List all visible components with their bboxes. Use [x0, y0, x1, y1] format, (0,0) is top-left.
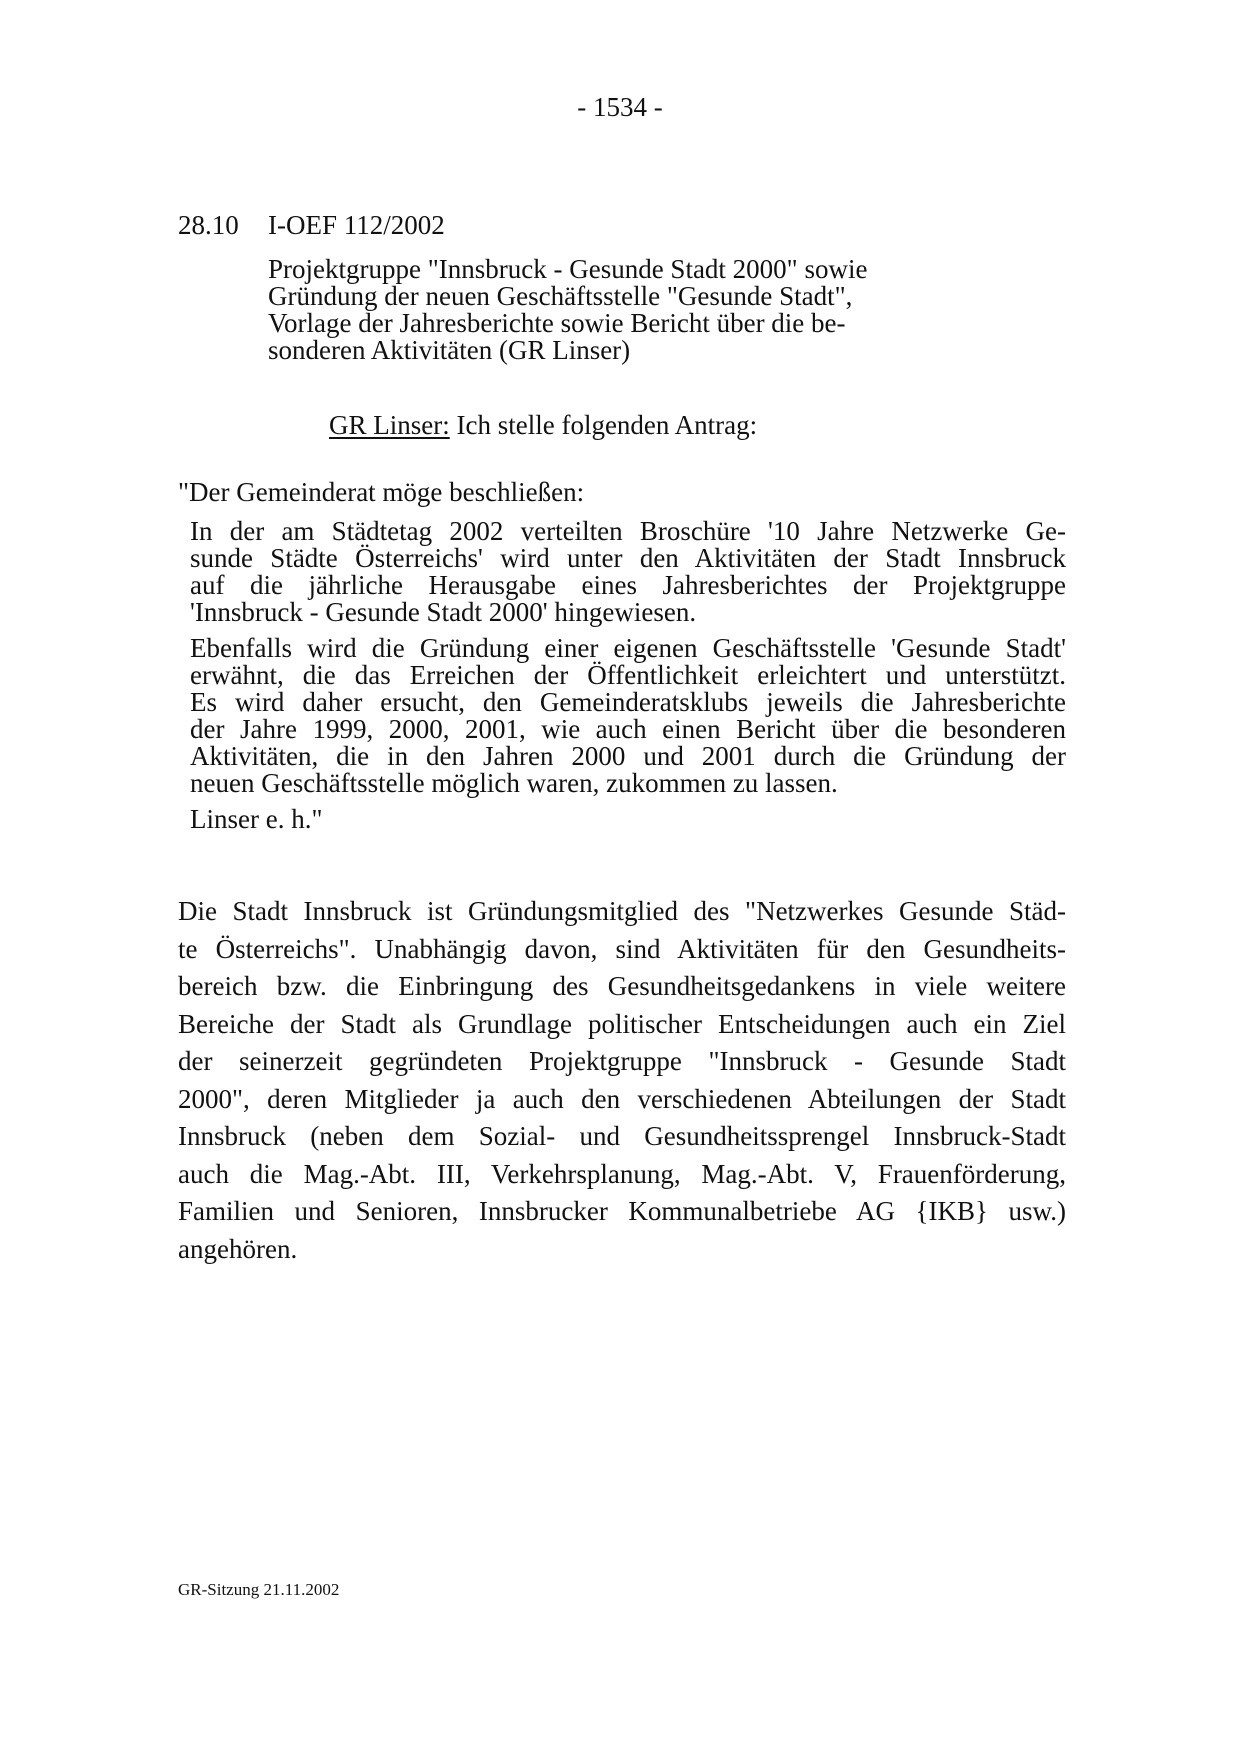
answer-line: bereich bzw. die Einbringung des Gesundheitsgedankens in viele weitere	[178, 971, 1066, 1001]
motion-speaker: GR Linser:	[329, 410, 450, 440]
agenda-item-title	[268, 256, 928, 364]
answer-paragraph	[178, 893, 1066, 1268]
motion-paragraph-2	[190, 635, 1066, 797]
motion-signature: Linser e. h."	[190, 804, 323, 834]
footer-session-date: GR-Sitzung 21.11.2002	[178, 1580, 340, 1599]
paragraph-line: Es wird daher ersucht, den Gemeinderatsklubs jeweils die Jahresberichte	[190, 687, 1066, 717]
paragraph-line: Aktivitäten, die in den Jahren 2000 und 2001 durch die Gründung der	[190, 741, 1066, 771]
answer-line: auch die Mag.-Abt. III, Verkehrsplanung, Mag.-Abt. V, Frauenförderung,	[178, 1158, 1066, 1189]
motion-paragraph-1	[190, 518, 1066, 626]
title-line: Gründung der neuen Geschäftsstelle "Gesunde Stadt",	[268, 281, 853, 311]
motion-intro	[329, 410, 757, 441]
agenda-item-number: 28.10	[178, 210, 239, 240]
answer-line: te Österreichs". Unabhängig davon, sind Aktivitäten für den Gesundheits-	[178, 933, 1066, 964]
motion-quote-opening: "Der Gemeinderat möge beschließen:	[178, 477, 585, 507]
answer-line: Innsbruck (neben dem Sozial- und Gesundheitssprengel Innsbruck-Stadt	[178, 1121, 1066, 1151]
paragraph-line: Ebenfalls wird die Gründung einer eigenen Geschäftsstelle 'Gesunde Stadt'	[190, 633, 1066, 663]
answer-line: Familien und Senioren, Innsbrucker Kommunalbetriebe AG {IKB} usw.)	[178, 1196, 1066, 1226]
paragraph-line: 'Innsbruck - Gesunde Stadt 2000' hingewiesen.	[190, 597, 697, 627]
paragraph-line: der Jahre 1999, 2000, 2001, wie auch einen Bericht über die besonderen	[190, 714, 1066, 744]
agenda-item-header	[178, 210, 445, 241]
title-line: Vorlage der Jahresberichte sowie Bericht über die be-	[268, 308, 846, 338]
agenda-item-reference: I-OEF 112/2002	[268, 210, 445, 240]
answer-line: der seinerzeit gegründeten Projektgruppe "Innsbruck - Gesunde Stadt	[178, 1046, 1066, 1076]
paragraph-line: neuen Geschäftsstelle möglich waren, zukommen zu lassen.	[190, 768, 838, 798]
paragraph-line: auf die jährliche Herausgabe eines Jahresberichtes der Projektgruppe	[190, 570, 1066, 600]
paragraph-line: In der am Städtetag 2002 verteilten Broschüre '10 Jahre Netzwerke Ge-	[190, 516, 1066, 546]
paragraph-line: sunde Städte Österreichs' wird unter den Aktivitäten der Stadt Innsbruck	[190, 543, 1066, 573]
answer-line: Bereiche der Stadt als Grundlage politischer Entscheidungen auch ein Ziel	[178, 1008, 1066, 1039]
paragraph-line: erwähnt, die das Erreichen der Öffentlichkeit erleichtert und unterstützt.	[190, 660, 1066, 690]
title-line: sonderen Aktivitäten (GR Linser)	[268, 335, 631, 365]
title-line: Projektgruppe "Innsbruck - Gesunde Stadt 2000" sowie	[268, 254, 868, 284]
motion-intro-text: Ich stelle folgenden Antrag:	[449, 410, 758, 440]
page-number: - 1534 -	[577, 92, 663, 122]
answer-line: Die Stadt Innsbruck ist Gründungsmitglied des "Netzwerkes Gesunde Städ-	[178, 896, 1066, 926]
motion-quote-body	[190, 518, 1066, 833]
answer-line: 2000", deren Mitglieder ja auch den verschiedenen Abteilungen der Stadt	[178, 1083, 1066, 1114]
answer-line: angehören.	[178, 1233, 298, 1264]
